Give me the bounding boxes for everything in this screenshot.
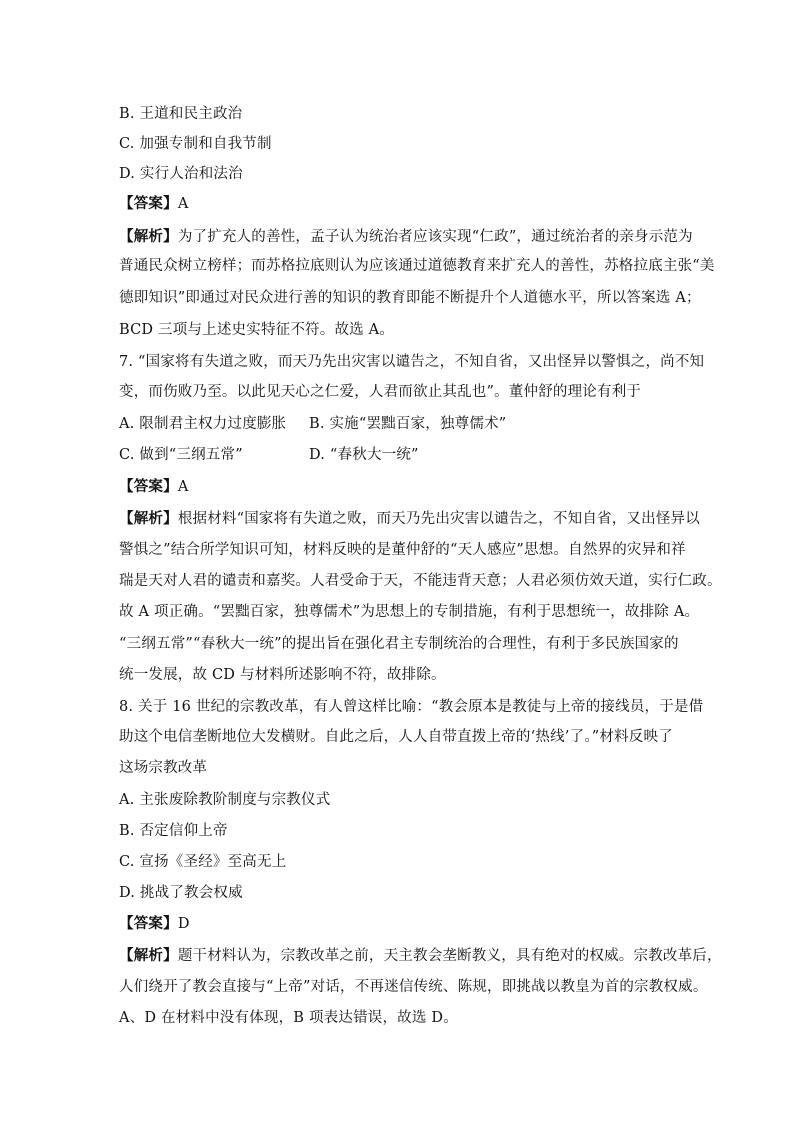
analysis-label: 【解析】 [119, 510, 178, 527]
q6-answer [119, 194, 188, 214]
q7-stem-line-2: 变，而伤败乃至。以此见天心之仁爱，人君而欲止其乱也”。董仲舒的理论有利于 [119, 384, 642, 400]
q7-option-a: A. 限制君主权力过度膨胀 [119, 416, 287, 432]
analysis-text: 题干材料认为，宗教改革之前，天主教会垄断教义，具有绝对的权威。宗教改革后， [177, 948, 722, 964]
q7-analysis-line-3: 瑞是天对人君的谴责和嘉奖。人君受命于天，不能违背天意；人君必须仿效天道，实行仁政。 [119, 573, 722, 589]
q6-option-b: B. 王道和民主政治 [119, 106, 243, 122]
q7-analysis-line-2: 警惧之”结合所学知识可知，材料反映的是董仲舒的“天人感应”思想。自然界的灾异和祥 [119, 542, 686, 558]
analysis-text: 根据材料“国家将有失道之败，而天乃先出灾害以谴告之，不知自省，又出怪异以 [177, 511, 700, 527]
analysis-text: 为了扩充人的善性，孟子认为统治者应该实现“仁政”，通过统治者的亲身示范为 [177, 229, 693, 245]
analysis-label: 【解析】 [119, 228, 178, 245]
q8-answer [119, 914, 190, 934]
q6-analysis-line-2: 普通民众树立榜样；而苏格拉底则认为应该通过道德教育来扩充人的善性，苏格拉底主张“美 [119, 258, 715, 274]
q7-analysis-line-1 [119, 509, 700, 529]
q7-options-row-1 [119, 414, 507, 434]
answer-label: 【答案】 [119, 478, 178, 495]
answer-label: 【答案】 [119, 195, 178, 212]
answer-value: A [177, 196, 189, 212]
q8-analysis-line-3: A、D 在材料中没有体现，B 项表达错误，故选 D。 [119, 1010, 458, 1026]
q7-stem-line-1: 7. “国家将有失道之败，而天乃先出灾害以谴告之，不知自省，又出怪异以警惧之，尚不知 [119, 354, 705, 370]
q8-option-a: A. 主张废除教阶制度与宗教仪式 [119, 792, 331, 808]
analysis-label: 【解析】 [119, 947, 178, 964]
q7-answer [119, 477, 188, 497]
q8-stem-line-2: 助这个电信垄断地位大发横财。自此之后，人人自带直拨上帝的‘热线’了。”材料反映了 [119, 729, 673, 745]
q8-analysis-line-2: 人们绕开了教会直接与“上帝”对话，不再迷信传统、陈规，即挑战以教皇为首的宗教权威。 [119, 979, 708, 995]
q7-options-row-2 [119, 445, 419, 465]
q6-option-c: C. 加强专制和自我节制 [119, 136, 272, 152]
q6-analysis-line-1 [119, 227, 693, 247]
q8-stem-line-1: 8. 关于 16 世纪的宗教改革，有人曾这样比喻：“教会原本是教徒与上帝的接线员，于是借 [119, 699, 704, 715]
answer-value: A [177, 479, 189, 495]
q8-option-c: C. 宣扬《圣经》至高无上 [119, 854, 287, 870]
q7-option-b: B. 实施“罢黜百家，独尊儒术” [309, 416, 507, 432]
q6-analysis-line-4: BCD 三项与上述史实特征不符。故选 A。 [119, 322, 395, 338]
answer-value: D [177, 916, 190, 932]
q8-option-d: D. 挑战了教会权威 [119, 885, 243, 901]
q7-option-d: D. “春秋大一统” [309, 447, 419, 463]
q7-option-c: C. 做到“三纲五常” [119, 447, 243, 463]
q8-option-b: B. 否定信仰上帝 [119, 823, 228, 839]
q8-stem-line-3: 这场宗教改革 [119, 760, 208, 776]
q7-analysis-line-4: 故 A 项正确。“罢黜百家，独尊儒术”为思想上的专制措施，有利于思想统一，故排除 A。 [119, 604, 700, 620]
q7-analysis-line-6: 统一发展，故 CD 与材料所述影响不符，故排除。 [119, 667, 446, 683]
q6-option-d: D. 实行人治和法治 [119, 166, 243, 182]
q7-analysis-line-5: “三纲五常”“春秋大一统”的提出旨在强化君主专制统治的合理性，有利于多民族国家的 [119, 636, 679, 652]
q8-analysis-line-1 [119, 946, 722, 966]
answer-label: 【答案】 [119, 915, 178, 932]
q6-analysis-line-3: 德即知识”即通过对民众进行善的知识的教育即能不断提升个人道德水平，所以答案选 A； [119, 290, 701, 306]
